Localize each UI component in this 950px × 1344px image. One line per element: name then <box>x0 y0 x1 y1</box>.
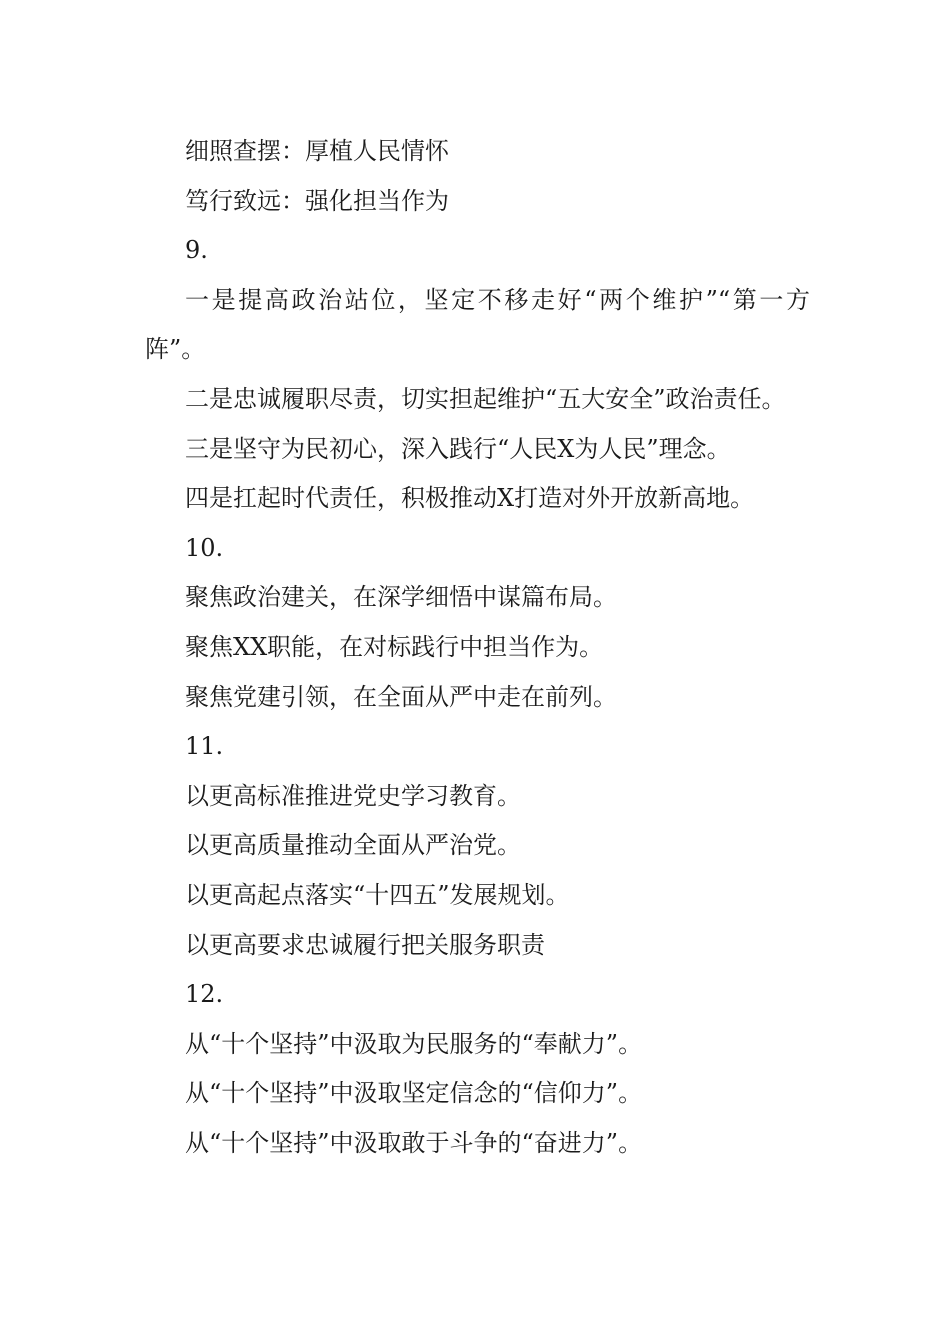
section-number: 10. <box>185 533 224 562</box>
paragraph: 二是忠诚履职尽责，切实担起维护“五大安全”政治责任。 <box>185 384 786 413</box>
paragraph: 以更高标准推进党史学习教育。 <box>185 781 521 810</box>
document-body <box>145 127 810 1168</box>
paragraph: 一是提高政治站位，坚定不移走好“两个维护”“第一方阵”。 <box>145 285 810 364</box>
paragraph: 以更高要求忠诚履行把关服务职责 <box>185 930 545 959</box>
section-number: 12. <box>185 980 224 1009</box>
paragraph: 从“十个坚持”中汲取坚定信念的“信仰力”。 <box>185 1079 643 1108</box>
paragraph: 聚焦党建引领，在全面从严中走在前列。 <box>185 682 617 711</box>
heading-line: 笃行致远：强化担当作为 <box>185 186 449 215</box>
paragraph: 从“十个坚持”中汲取敢于斗争的“奋进力”。 <box>185 1128 643 1157</box>
section-number: 11. <box>185 732 224 761</box>
paragraph: 以更高质量推动全面从严治党。 <box>185 831 521 860</box>
heading-line: 细照查摆：厚植人民情怀 <box>185 137 449 165</box>
paragraph: 以更高起点落实“十四五”发展规划。 <box>185 880 570 909</box>
paragraph: 聚焦XX职能，在对标践行中担当作为。 <box>185 632 604 661</box>
paragraph: 从“十个坚持”中汲取为民服务的“奉献力”。 <box>185 1029 643 1058</box>
paragraph: 三是坚守为民初心，深入践行“人民X为人民”理念。 <box>185 434 731 463</box>
paragraph: 聚焦政治建关，在深学细悟中谋篇布局。 <box>185 583 617 612</box>
section-number: 9. <box>185 236 208 265</box>
paragraph: 四是扛起时代责任，积极推动X打造对外开放新高地。 <box>185 484 755 513</box>
